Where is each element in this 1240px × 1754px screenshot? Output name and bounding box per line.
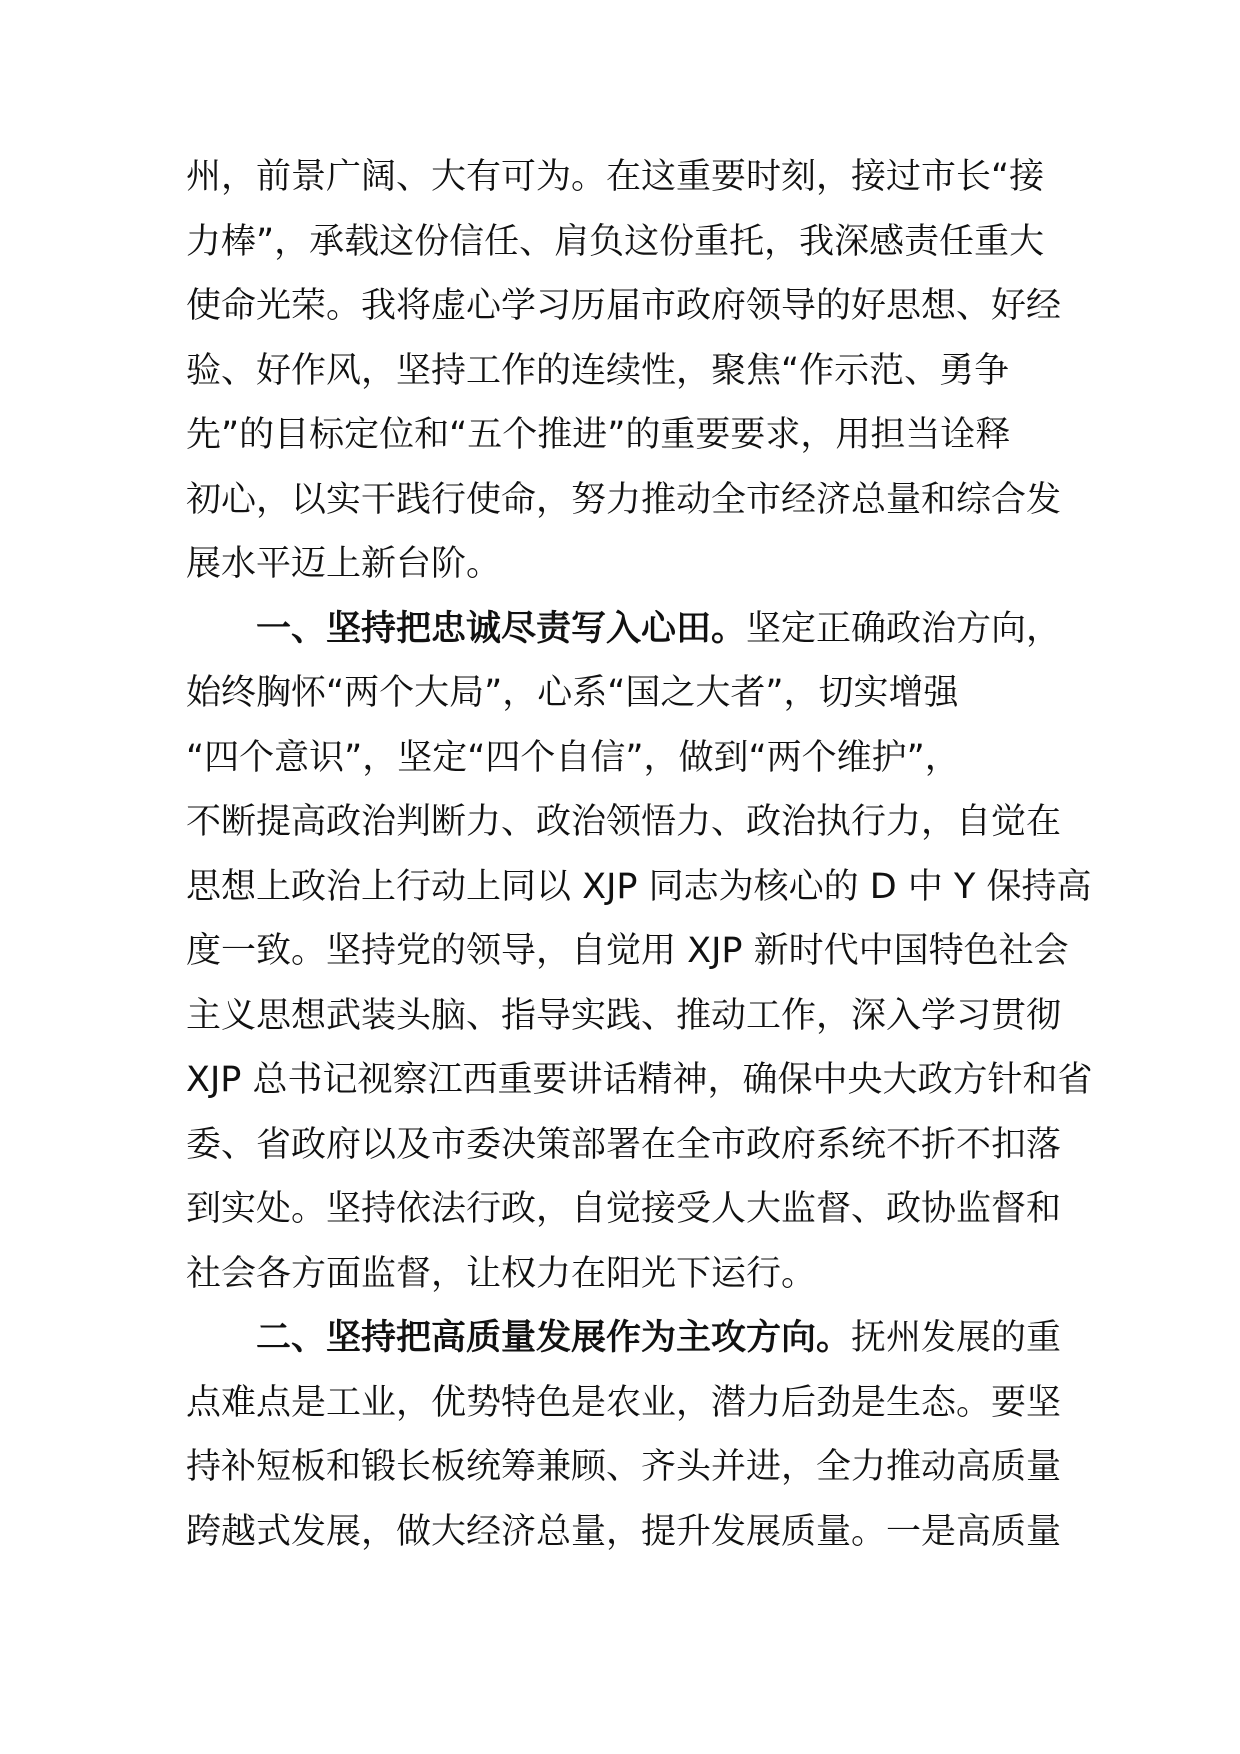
text-line-7: 展水平迈上新台阶。 xyxy=(186,544,502,584)
text-line-12: 思想上政治上行动上同以 XJP 同志为核心的 D 中 Y 保持高 xyxy=(186,866,1092,907)
text-line-6: 初心，以实干践行使命，努力推动全市经济总量和综合发 xyxy=(186,479,1062,520)
text-line-17: 到实处。坚持依法行政，自觉接受人大监督、政协监督和 xyxy=(186,1189,1062,1229)
text-line-16: 委、省政府以及市委决策部署在全市政府系统不折不扣落 xyxy=(186,1124,1062,1165)
section-2-heading: 二、坚持把高质量发展作为主攻方向。 xyxy=(256,1318,852,1358)
text-line-20: 点难点是工业，优势特色是农业，潜力后劲是生态。要坚 xyxy=(186,1382,1062,1423)
text-line-21: 持补短板和锻长板统筹兼顾、齐头并进，全力推动高质量 xyxy=(186,1447,1062,1487)
text-line-4: 验、好作风，坚持工作的连续性，聚焦“作示范、勇争 xyxy=(186,350,1010,391)
text-line-2: 力棒”，承载这份信任、肩负这份重托，我深感责任重大 xyxy=(186,221,1045,262)
section-1-heading: 一、坚持把忠诚尽责写入心田。 xyxy=(256,608,747,649)
text-line-3: 使命光荣。我将虚心学习历届市政府领导的好思想、好经 xyxy=(186,286,1062,326)
section-2-lead-text: 抚州发展的重 xyxy=(851,1318,1062,1358)
section-2-first-line xyxy=(186,1306,1062,1371)
text-line-15: XJP 总书记视察江西重要讲话精神，确保中央大政方针和省 xyxy=(186,1060,1093,1100)
text-line-1: 州，前景广阔、大有可为。在这重要时刻，接过市长“接 xyxy=(186,157,1045,197)
text-line-14: 主义思想武装头脑、指导实践、推动工作，深入学习贯彻 xyxy=(186,995,1062,1036)
body-text xyxy=(186,145,1093,1564)
text-line-10: “四个意识”，坚定“四个自信”，做到“两个维护”， xyxy=(186,737,960,778)
section-1-first-line xyxy=(186,597,1062,662)
text-line-22: 跨越式发展，做大经济总量，提升发展质量。一是高质量 xyxy=(186,1511,1062,1552)
text-line-18: 社会各方面监督，让权力在阳光下运行。 xyxy=(186,1253,817,1294)
text-line-11: 不断提高政治判断力、政治领悟力、政治执行力，自觉在 xyxy=(186,802,1062,842)
section-1-lead-text: 坚定正确政治方向， xyxy=(746,608,1062,649)
text-line-9: 始终胸怀“两个大局”，心系“国之大者”，切实增强 xyxy=(186,673,959,713)
text-line-13: 度一致。坚持党的领导，自觉用 XJP 新时代中国特色社会 xyxy=(186,931,1069,971)
text-line-5: 先”的目标定位和“五个推进”的重要要求，用担当诠释 xyxy=(186,415,1011,455)
